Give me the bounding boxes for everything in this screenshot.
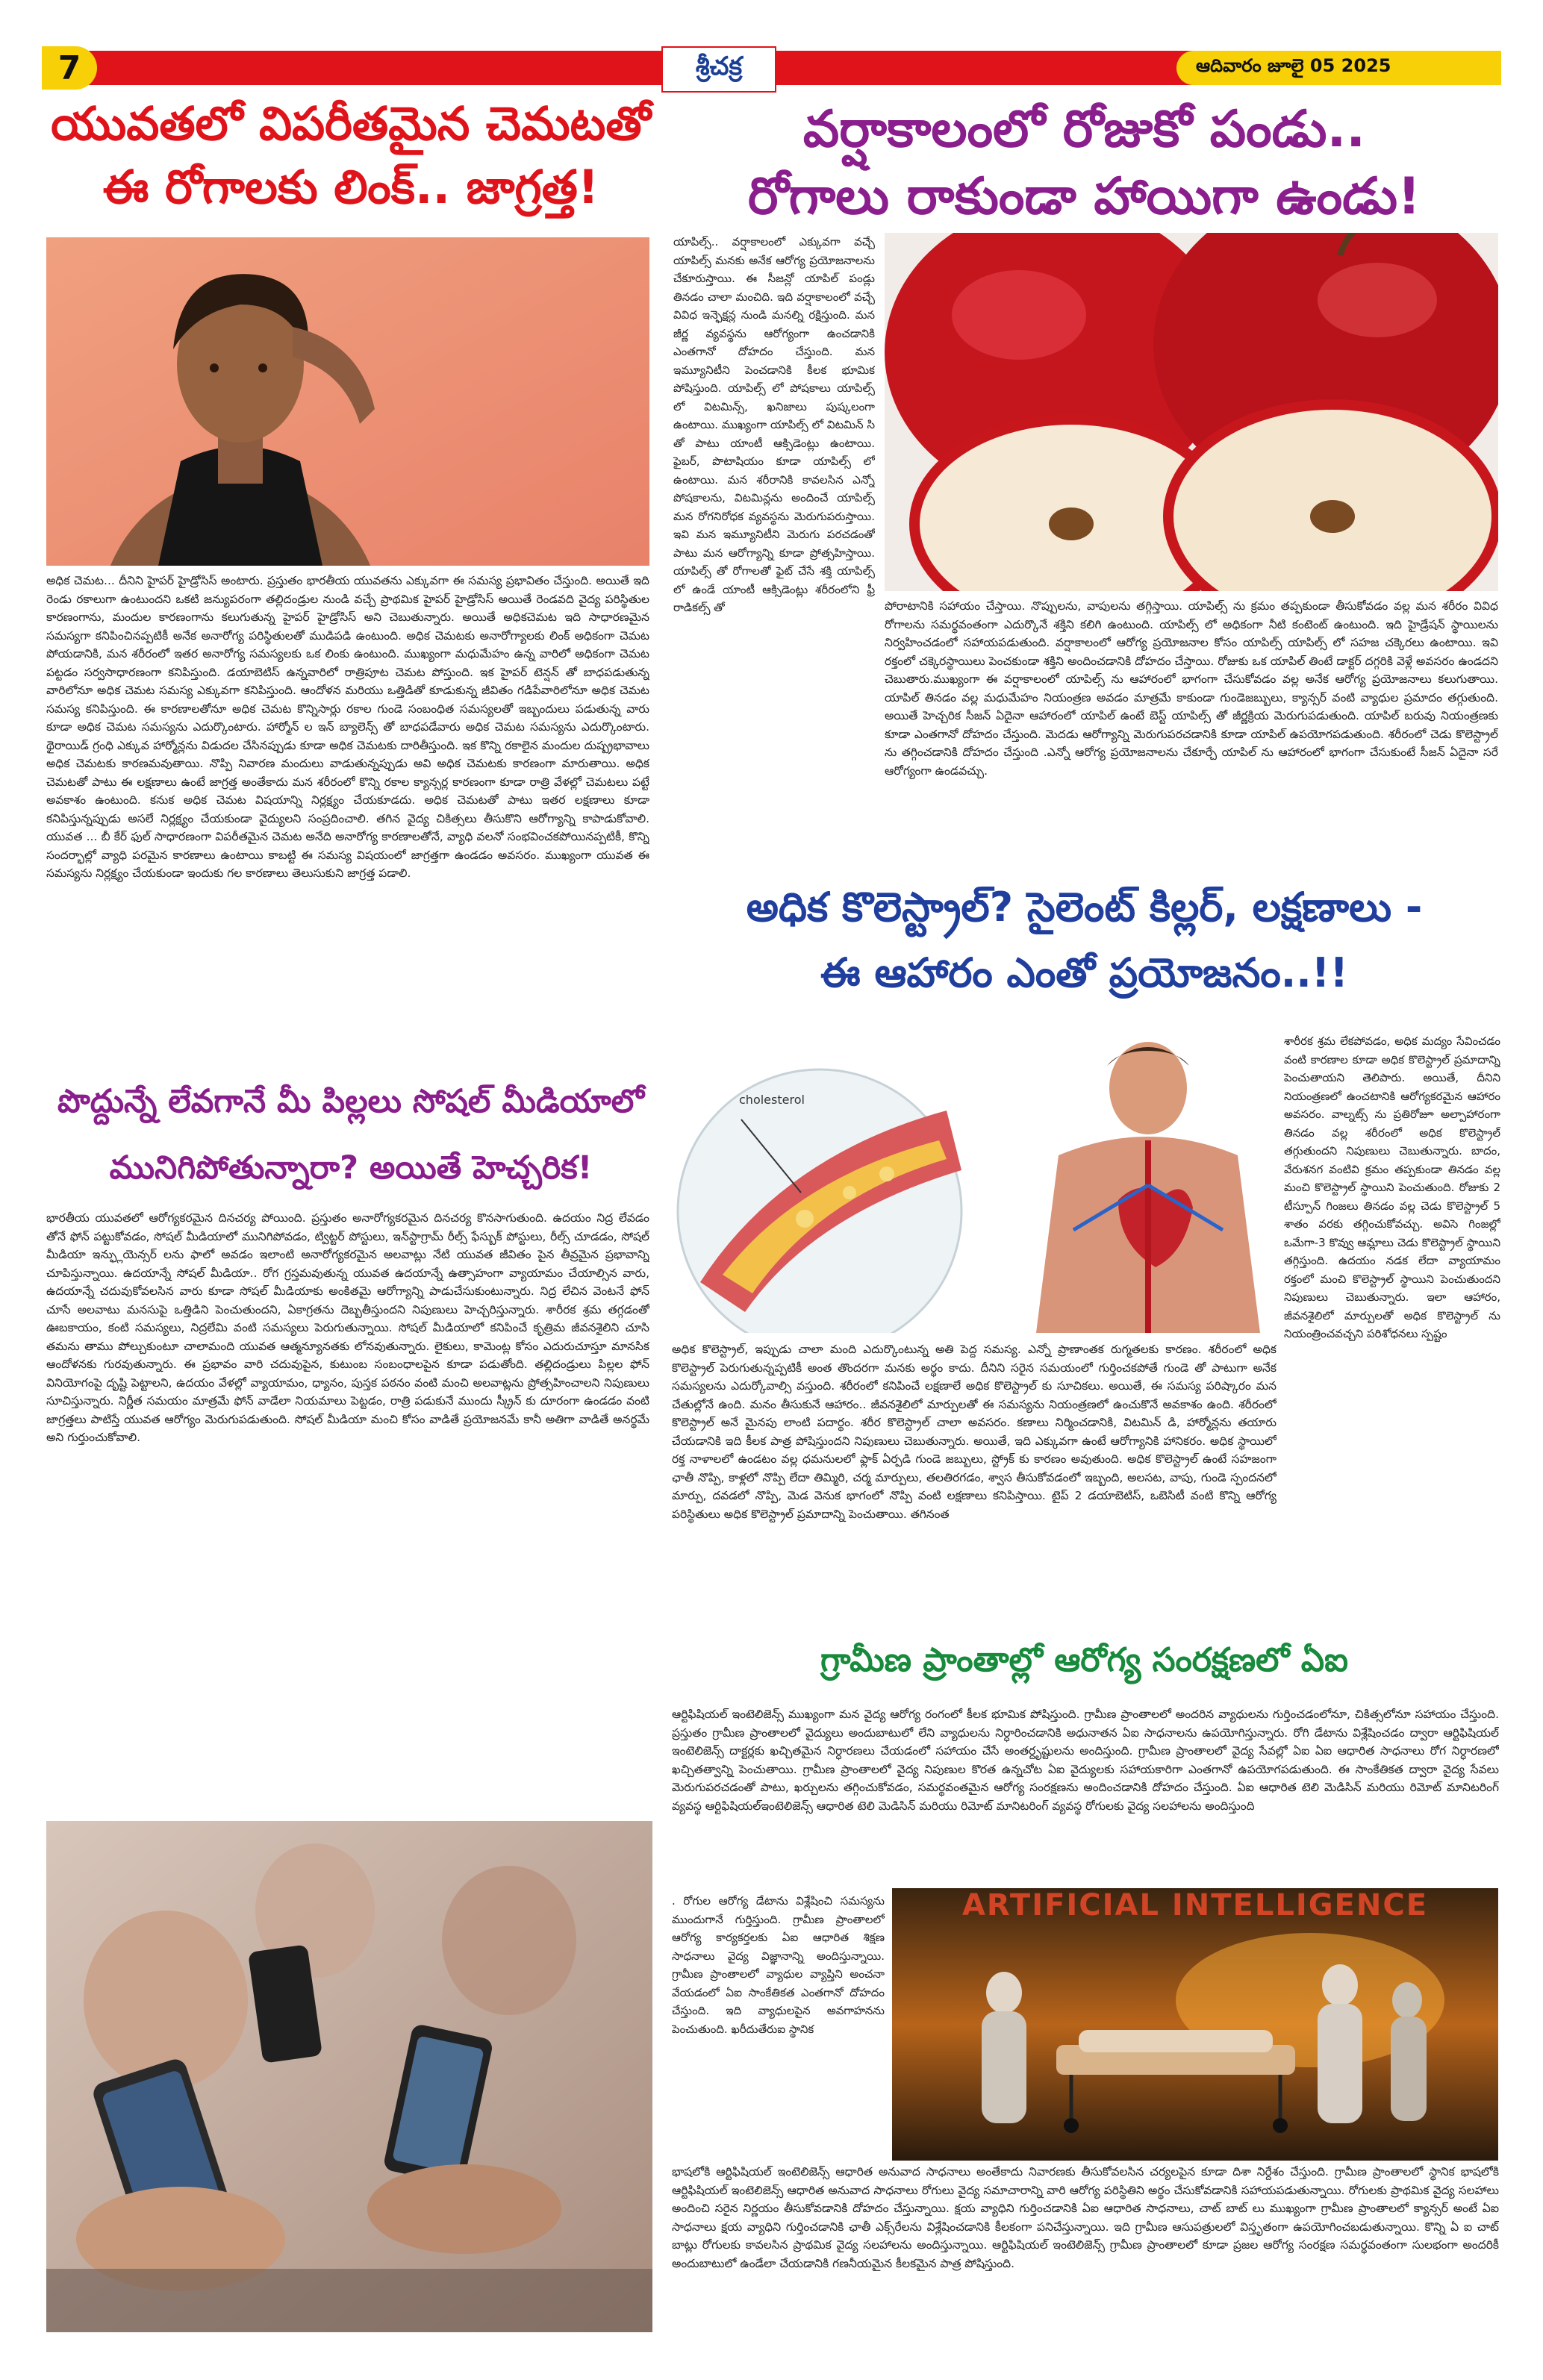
apple-body: పోరాటానికి సహాయం చేస్తాయి. నొప్పులను, వాపులను తగ్గిస్తాయి. యాపిల్స్ ను క్రమం తప్పకుండా తీసుకోవడం వల్ల మన శరీరం వివిధ రోగాలను సమర్థవంతంగా ఎదుర్కొనే శక్తిని కలిగి ఉంటుంది. యాపిల్స్ లో అధికంగా నీటి కంటెంట్ ఉంటుంది. ఇది హైడ్రేషన్ స్థాయిలను నిర్వహించడంలో సహాయపడుతుంది. వర్షాకాలంలో ఆరోగ్య ప్రయోజనాల కోసం యాపిల్స్ యాపిల్స్ లో సహజ చక్కెరలు ఉంటాయి. ఇవి రక్తంలో చక్కెరస్థాయిలు పెంచకుండా శక్తిని అందించడానికి దోహదం చేస్తాయి. రోజుకు ఒక యాపిల్ తింటే డాక్టర్ దగ్గరికి వెళ్లే అవసరం ఉండదని చెబుతారు.ముఖ్యంగా ఈ వర్షాకాలంలో యాపిల్స్ ను ఆహారంలో భాగంగా చేసుకోవడం వల్ల అనేక ఆరోగ్య ప్రయోజనాలు కలుగుతాయి. యాపిల్ తినడం వల్ల మధుమేహం నియంత్రణ అవడం మాత్రమే కాకుండా గుండెజబ్బులు, క్యాన్సర్ వంటి వ్యాధుల ప్రమాదం తగ్గుతుంది. అయితే హెచ్చరిక సీజన్ ఏదైనా ఆహారంలో యాపిల్ ఉంటే బెస్ట్ యాపిల్స్ తో జీర్ణక్రియ మెరుగుపడుతుంది. యాపిల్ బరువు నియంత్రణకు కూడా ఎంతగానో దోహదం చేస్తుంది. మెదడు ఆరోగ్యాన్ని మెరుగుపరచడానికి కూడా యాపిల్ ఉపయోగపడుతుంది. శరీరంలో చెడు కొలెస్ట్రాల్ ను తగ్గించడానికి దోహదం చేస్తుంది .ఎన్నో ఆరోగ్య ప్రయోజనాలను చేకూర్చే యాపిల్ ను ఆహారంలో భాగంగా చేసుకుంటే సీజన్ ఏదైనా సరే ఆరోగ్యంగా ఉండవచ్చు.: [885, 599, 1498, 778]
artery-and-heart-illustration: [670, 1036, 1277, 1333]
cholesterol-label: cholesterol: [739, 1093, 805, 1107]
ai-headline: [664, 1642, 1504, 1680]
ai-left-column: . రోగుల ఆరోగ్య డేటాను విశ్లేషించి సమస్యను ముందుగానే గుర్తిస్తుంది. గ్రామీణ ప్రాంతాలలో ఆరోగ్య కార్యకర్తలకు ఏఐ ఆధారిత శిక్షణ సాధనాలు వైద్య విజ్ఞానాన్ని అందిస్తున్నాయి. గ్రామీణ ప్రాంతాలలో వ్యాధుల వ్యాప్తిని అంచనా వేయడంలో ఏఐ సాంకేతికత ఎంతగానో దోహదం చేస్తుంది. ఇది వ్యాధులపైన అవగాహనను పెంచుతుంది. ఖరీదుతేరుఐ స్థానిక: [672, 1894, 885, 2036]
ai-headline-text: గ్రామీణ ప్రాంతాల్లో ఆరోగ్య సంరక్షణలో ఏఐ: [820, 1641, 1349, 1679]
apple-headline: [664, 101, 1504, 226]
sweat-headline-line-2: ఈ రోగాలకు లింక్.. జాగ్రత్త!: [102, 160, 599, 215]
teens-with-smartphones-photo: [46, 1821, 652, 2332]
apple-headline-line-2: రోగాలు రాకుండా హాయిగా ఉండు!: [748, 167, 1421, 227]
social-headline-line-1: పొద్దున్నే లేవగానే మీ పిల్లలు సోషల్ మీడియాలో: [57, 1083, 645, 1120]
sweat-headline: [45, 97, 657, 214]
apple-column-text: యాపిల్స్.. వర్షాకాలంలో ఎక్కువగా వచ్చే యాపిల్స్ మనకు అనేక ఆరోగ్య ప్రయోజనాలను చేకూరుస్తాయి. ఈ సీజన్లో యాపిల్ పండ్లు తినడం చాలా మంచిది. ఇది వర్షాకాలంలో వచ్చే వివిధ ఇన్ఫెక్షన్ల నుండి మనల్ని రక్షిస్తుంది. మన జీర్ణ వ్యవస్థను ఆరోగ్యంగా ఉంచడానికి ఎంతగానో దోహదం చేస్తుంది. మన ఇమ్యూనిటీని పెంచడానికి కీలక భూమిక పోషిస్తుంది. యాపిల్స్ లో పోషకాలు యాపిల్స్ లో విటమిన్స్, ఖనిజాలు పుష్కలంగా ఉంటాయి. ముఖ్యంగా యాపిల్స్ లో విటమిన్ సి తో పాటు యాంటీ ఆక్సిడెంట్లు ఉంటాయి. ఫైబర్, పొటాషియం కూడా యాపిల్స్ లో ఉంటాయి. మన శరీరానికి కావలసిన ఎన్నో పోషకాలను, విటమిన్లను అందించే యాపిల్స్ మన రోగనిరోధక వ్యవస్థను మెరుగుపరుస్తాయి. ఇవి మన ఇమ్యూనిటీని మెరుగు పరచడంతో పాటు మన ఆరోగ్యాన్ని కూడా ప్రోత్సహిస్తాయి. యాపిల్స్ తో రోగాలతో ఫైట్ చేసే శక్తి యాపిల్స్ లో ఉండే యాంటీ ఆక్సిడెంట్లు శరీరంలోని ఫ్రీ రాడికల్స్ తో: [673, 235, 875, 614]
social-headline-line-2: మునిగిపోతున్నారా? అయితే హెచ్చరిక!: [109, 1149, 593, 1187]
ai-body: భాషలోకి ఆర్టిఫిషియల్ ఇంటెలిజెన్స్ ఆధారిత అనువాద సాధనాలు అంతేకాదు నివారణకు తీసుకోవలసిన చర్యలపైన కూడా దిశా నిర్దేశం చేస్తుంది. గ్రామీణ ప్రాంతాలలో స్థానిక భాషలోకి ఆర్టిఫిషియల్ ఇంటెలిజెన్స్ ఆధారిత అనువాద సాధనాలు రోగులు వైద్య సమాచారాన్ని వారి ఆరోగ్య పరిస్థితిని అర్థం చేసుకోవడానికి సహాయపడుతున్నాయి. రోగులకు ప్రాథమిక వైద్య సలహాలు అందించి సరైన నిర్ణయం తీసుకోవడానికి దోహదం చేస్తున్నాయి. క్షయ వ్యాధిని గుర్తించడానికి ఏఐ ఆధారిత సాధనాలు, చాట్ బాట్ లు ముఖ్యంగా గ్రామీణ ప్రాంతాలలో క్యాన్సర్ అంటే ఏఐ సాధనాలు క్షయ వ్యాధిని గుర్తించడానికి ఛాతీ ఎక్స్‌రేలను విశ్లేషించడానికి కీలకంగా పనిచేస్తున్నాయి. ఇది గ్రామీణ ఆసుపత్రులలో విస్తృతంగా ఉపయోగించబడుతున్నాయి. కొన్ని ఏ ఐ చాట్ బాట్లు రోగులకు కావలసిన ప్రాథమిక వైద్య సలహాలను అందిస్తున్నాయి. ఆర్టిఫిషియల్ ఇంటెలిజెన్స్ గ్రామీణ ప్రాంతాలలో కూడా ప్రజల ఆరోగ్య సంరక్షణ సమర్థవంతంగా సులభంగా అందరికీ అందుబాటులో ఉండేలా చేయడానికి గణనీయమైన కీలకమైన పాత్ర పోషిస్తుంది.: [672, 2165, 1499, 2270]
sweat-headline-line-1: యువతలో విపరీతమైన చెమటతో: [51, 96, 651, 151]
cholesterol-headline-line-2: ఈ ఆహారం ఎంతో ప్రయోజనం..!!: [820, 949, 1349, 997]
ai-image-banner: ARTIFICIAL INTELLIGENCE: [961, 1888, 1429, 1923]
sweat-body: అధిక చెమట... దీనిని హైపర్ హైడ్రోసిస్ అంటారు. ప్రస్తుతం భారతీయ యువతను ఎక్కువగా ఈ సమస్య ప్రభావితం చేస్తుంది. అయితే ఇది రెండు రకాలుగా ఉంటుందని ఒకటి జన్యుపరంగా తల్లిదండ్రుల నుండి వచ్చే ప్రాథమిక హైపర్ హైడ్రోసిస్ అయితే రెండవది వైద్య పరిస్థితుల కారణంగాను, మందుల కారణంగాను కలుగుతున్న హైపర్ హైడ్రోసిస్ అని చెబుతున్నారు. అయితే అధికచెమట ఇది సాధారణమైన సమస్యగా కనిపించినప్పటికీ అనేక అనారోగ్య పరిస్థితులతో ముడిపడి ఉంటుంది. అధిక చెమటకు అనారోగ్యాలకు లింక్ అధికంగా చెమట పోయడానికి, మన శరీరంలో ఇతర అనారోగ్య సమస్యలకు ఒక లింకు ఉంటుంది. ముఖ్యంగా మధుమేహం ఉన్న వారిలో అధికంగా చెమట పట్టడం సర్వసాధారణంగా కనిపిస్తుంది. డయాబెటిస్ ఉన్నవారిలో రాత్రిపూట చెమట పోస్తుంది. ఇక హైపర్ టెన్షన్ తో బాధపడుతున్న వారిలోనూ అధిక చెమట సమస్య ఎక్కువగా కనిపిస్తుంది. ఆందోళన మరియు ఒత్తిడితో కూడుకున్న జీవితం గడిపేవారిలోనూ అధిక చెమట సమస్య కనిపిస్తుంది. ఈ కారణాలతోనూ అధిక చెమట కొన్నిసార్లు రకాల గుండె సంబంధిత సమస్యలతో ఇబ్బందులు పడుతున్న వారు కూడా అధిక చెమట సమస్యను ఎదుర్కొంటారు. హార్మోన్ ల ఇన్ బ్యాలెన్స్ తో బాధపడేవారు అధిక చెమట సమస్యను ఎదుర్కొంటారు. థైరాయిడ్ గ్రంధి ఎక్కువ హార్మోన్లను విడుదల చేసినప్పుడు కూడా అధిక చెమటకు దారితీస్తుంది. ఇక కొన్ని రకాలైన మందుల దుష్ప్రభావాలు అధిక చెమటకు కారణమవుతాయి. నొప్పి నివారణ మందులు వాడుతున్నప్పుడు అవి అధిక చెమటకు కారణంగా మారుతాయి. అధిక చెమటతో పాటు ఈ లక్షణాలు ఉంటే జాగ్రత్త అంతేకాదు మన శరీరంలో కొన్ని రకాల క్యాన్సర్ల కారణంగా కూడా రాత్రి వేళల్లో చెమటలు పట్టే అవకాశం ఉంటుంది. కనుక అధిక చెమట విషయాన్ని నిర్లక్ష్యం చేయకూడదు. అధిక చెమటతో పాటు ఇతర లక్షణాలు కూడా కనిపిస్తున్నప్పుడు అసలే నిర్లక్ష్యం చేయకుండా వైద్యులని సంప్రదించాలి. తగిన వైద్య చికిత్సలు తీసుకొని ఆరోగ్యాన్ని కాపాడుకోవాలి. యువత ... బీ కేర్ ఫుల్ సాధారణంగా విపరీతమైన చెమట అనేది అనారోగ్య కారణాలతోనే, వ్యాధి వలనో సంభవించకపోయినప్పటికీ, కొన్ని సందర్భాల్లో వ్యాధి పరమైన కారణాలు ఉంటాయి కాబట్టి ఈ సమస్య విషయంలో జాగ్రత్తగా ఉండడం అవసరం. ముఖ్యంగా యువత ఈ సమస్యను నిర్లక్ష్యం చేయకుండా ఇందుకు గల కారణాలు తెలుసుకుని జాగ్రత్త పడాలి.: [46, 574, 649, 880]
newspaper-logo: శ్రీచక్ర: [661, 46, 776, 93]
cholesterol-headline-line-1: అధిక కొలెస్ట్రాల్? సైలెంట్ కిల్లర్, లక్షణాలు -: [746, 884, 1423, 931]
red-apples-photo: [885, 233, 1498, 591]
page-number: 7: [42, 46, 97, 90]
sweating-woman-photo: [46, 237, 649, 566]
social-headline: [52, 1084, 649, 1187]
masthead: [42, 46, 1501, 90]
cholesterol-column-text: శారీరక శ్రమ లేకపోవడం, అధిక మద్యం సేవించడం వంటి కారణాల కూడా అధిక కొలెస్ట్రాల్ ప్రమాదాన్ని పెంచుతాయని తెలిపారు. అయితే, దీనిని నియంత్రణలో ఉంచటానికి ఆరోగ్యకరమైన ఆహారం అవసరం. వాల్నట్స్ ను ప్రతిరోజూ అల్పాహారంగా తినడం వల్ల శరీరంలో అధిక కొలెస్ట్రాల్ తగ్గుతుందని నిపుణులు చెబుతున్నారు. బాదం, వేరుశనగ వంటివి క్రమం తప్పకుండా తినడం వల్ల మంచి కొలెస్ట్రాల్ స్థాయిని పెంచుతుంది. రోజుకు 2 టీస్పూన్ గింజలు తినడం వల్ల చెడు కొలెస్ట్రాల్ 5 శాతం వరకు తగ్గించుకోవచ్చు. అవిసె గింజల్లో ఒమేగా-3 కొవ్వు ఆమ్లాలు చెడు కొలెస్ట్రాల్ స్థాయిని తగ్గిస్తుంది. ఉదయం నడక లేదా వ్యాయామం రక్తంలో మంచి కొలెస్ట్రాల్ స్థాయిని పెంచుతుందని నిపుణులు చెబుతున్నారు. ఇలా ఆహారం, జీవనశైలిలో మార్పులతో అధిక కొలెస్ట్రాల్ ను నియంత్రించవచ్చని పరిశోధనలు స్పష్టం: [1284, 1034, 1500, 1340]
ai-intro: ఆర్టిఫిషియల్ ఇంటెలిజెన్స్ ముఖ్యంగా మన వైద్య ఆరోగ్య రంగంలో కీలక భూమిక పోషిస్తుంది. గ్రామీణ ప్రాంతాలలో అందరిన వ్యాధులను గుర్తించడంలోనూ, చికిత్సలోనూ సహాయం చేస్తుంది. ప్రస్తుతం గ్రామీణ ప్రాంతాలలో వైద్యులు అందుబాటులో లేని వ్యాధులను నిర్ధారించడానికి అధునాతన ఏఐ సాధనాలను ఉపయోగిస్తున్నారు. రోగి డేటాను విశ్లేషించడం ద్వారా ఆర్టిఫిషియల్ ఇంటెలిజెన్స్ దాక్టర్లకు ఖచ్చితమైన నిర్ధారణలు చేయడంలో సహాయం చేసే అంతర్దృష్టులను అందిస్తుంది. గ్రామీణ ప్రాంతాలలో వైద్య సేవల్లో ఏఐ ఏఐ ఆధారిత సాధనాలు రోగ నిర్ధారణలో ఖచ్చితత్వాన్ని పెంచుతాయి. గ్రామీణ ప్రాంతాలలో వైద్య నిపుణుల కొరత ఉన్నచోట ఏఐ వైద్యులకు సహాయకారిగా ఎంతగానో ఉపయోగపడుతుంది. ఈ సాంకేతికత ద్వారా వైద్య సేవలు మెరుగుపరచడంతో పాటు, ఖర్చులను తగ్గించుకోవడం, సమర్థవంతమైన ఆరోగ్య సంరక్షణను అందించడానికి దోహదం చేస్తుంది. ఏఐ ఆధారిత టెలి మెడిసిన్ మరియు రిమోట్ మానిటరింగ్ వ్యవస్థ ఆర్టిఫిషియల్ఇంటెలిజెన్స్ ఆధారిత టెలి మెడిసిన్ మరియు రిమోట్ మానిటరింగ్ వ్యవస్థ రోగులకు వైద్య సలహాలను అందిస్తుంది: [672, 1708, 1499, 1813]
issue-date: ఆదివారం జూలై 05 2025: [1176, 51, 1501, 85]
apple-headline-line-1: వర్షాకాలంలో రోజుకో పండు..: [802, 100, 1366, 159]
social-body: భారతీయ యువతలో ఆరోగ్యకరమైన దినచర్య పోయింది. ప్రస్తుతం అనారోగ్యకరమైన దినచర్య కొనసాగుతుంది. ఉదయం నిద్ర లేవడం తోనే ఫోన్ పట్టుకోవడం, సోషల్ మీడియాలో మునిగిపోవడం, ట్విట్టర్ పోస్టులు, ఇన్‌‌స్టాగ్రామ్ రీల్స్ ఫేస్బుక్ పోస్టులు, రీల్స్ చూడడం, సోషల్ మీడియా ఇన్ఫ్లుయెన్సర్ లను ఫాలో అవడం ఇలాంటి అనారోగ్యకరమైన అలవాట్లు నేటి యువత జీవితం పైన తీవ్రమైన ప్రభావాన్ని చూపిస్తున్నాయి. ఉదయాన్నే సోషల్ మీడియా.. రోగ గ్రస్తమవుతున్న యువత ఉదయాన్నే ఉత్సాహంగా వ్యాయామం చేయాల్సిన వారు, ఉదయాన్నే చదువుకోవలసిన వారు కూడా సోషల్ మీడియాకు అంకితమై ఆరోగ్యాన్ని పాడుచేసుకుంటున్నారు. నిద్ర లేచిన వెంటనే ఫోన్ చూసే అలవాటు మనసుపై ఒత్తిడిని పెంచుతుందని, ఏకాగ్రతను దెబ్బతీస్తుందని నిపుణులు హెచ్చరిస్తున్నారు. శారీరక శ్రమ తగ్గడంతో ఊబకాయం, కంటి సమస్యలు, నిద్రలేమి వంటి సమస్యలు పెరుగుతున్నాయి. సోషల్ మీడియాలో కనిపించే కృత్రిమ జీవనశైలిని చూసి తమను తాము పోల్చుకుంటూ చాలామంది యువత ఆత్మన్యూనతకు లోనవుతున్నారు. లైకులు, కామెంట్ల కోసం ఎదురుచూస్తూ మానసిక ఆందోళనకు గురవుతున్నారు. ఈ ప్రభావం వారి చదువుపైన, కుటుంబ సంబంధాలపైన కూడా పడుతోంది. తల్లిదండ్రులు పిల్లల ఫోన్ వినియోగంపై దృష్టి పెట్టాలని, ఉదయం వేళల్లో వ్యాయామం, ధ్యానం, పుస్తక పఠనం వంటి మంచి అలవాట్లను ప్రోత్సహించాలని నిపుణులు సూచిస్తున్నారు. నిర్ణీత సమయం మాత్రమే ఫోన్ వాడేలా నియమాలు పెట్టడం, రాత్రి పడుకునే ముందు స్క్రీన్ కు దూరంగా ఉండడం వంటి జాగ్రత్తలు పాటిస్తే యువత ఆరోగ్యం మెరుగుపడుతుంది. సోషల్ మీడియా మంచి కోసం వాడితే ప్రయోజనమే కానీ అతిగా వాడితే అనర్థమే అని గుర్తుంచుకోవాలి.: [46, 1211, 649, 1444]
cholesterol-body: అధిక కొలెస్ట్రాల్, ఇప్పుడు చాలా మంది ఎదుర్కొంటున్న అతి పెద్ద సమస్య. ఎన్నో ప్రాణాంతక రుగ్మతలకు కారణం. శరీరంలో అధిక కొలెస్ట్రాల్ పెరుగుతున్నప్పటికీ అంత తొందరగా మనకు అర్థం కాదు. దీనిని సరైన సమయంలో గుర్తించకపోతే గుండె తో పాటుగా అనేక సమస్యలను ఎదుర్కోవాల్సి వస్తుంది. శరీరంలో కనిపించే లక్షణాలే అధిక కొలెస్ట్రాల్ కు సూచికలు. అయితే, ఈ సమస్య పరిష్కారం మన చేతుల్లోనే ఉంది. మనం తీసుకునే ఆహారం.. జీవనశైలిలో మార్పులతో ఈ సమస్యను నియంత్రణలో ఉంచుకొనే అవకాశం ఉంది. శరీరంలో కొలెస్ట్రాల్ అనే మైనపు లాంటి పదార్థం. శరీర కొలెస్ట్రాల్ చాలా అవసరం. కణాలు నిర్మించడానికి, విటమిన్ డి, హార్మోన్లను తయారు చేయడానికి ఇది కీలక పాత్ర పోషిస్తుందని నిపుణులు చెబుతున్నారు. అయితే, ఇది ఎక్కువగా ఉంటే ఆరోగ్యానికి హానికరం. అధిక స్థాయిలో రక్త నాళాలలో ఉండటం వల్ల ధమనులలో ఫ్లాక్ ఏర్పడి గుండె జబ్బులు, స్ట్రోక్ కు కారణం అవుతుంది. అధిక కొలెస్ట్రాల్ ఉంటే సహజంగా ఛాతీ నొప్పి, కాళ్లలో నొప్పి లేదా తిమ్మిరి, చర్మ మార్పులు, తలతిరగడం, శ్వాస తీసుకోవడంలో ఇబ్బంది, అలసట, వాపు, గుండె స్పందనలో మార్పు, దవడలో నొప్పి, మెడ వెనుక భాగంలో నొప్పి వంటి లక్షణాలు కనిపిస్తాయి. టైప్ 2 డయాబెటిస్, ఒబెసిటీ వంటి కొన్ని ఆరోగ్య పరిస్థితులు అధిక కొలెస్ట్రాల్ ప్రమాదాన్ని పెంచుతాయి. తగినంత: [672, 1343, 1277, 1521]
stretcher-ai-healthcare-photo: [892, 1888, 1498, 2161]
cholesterol-headline: [664, 884, 1504, 996]
